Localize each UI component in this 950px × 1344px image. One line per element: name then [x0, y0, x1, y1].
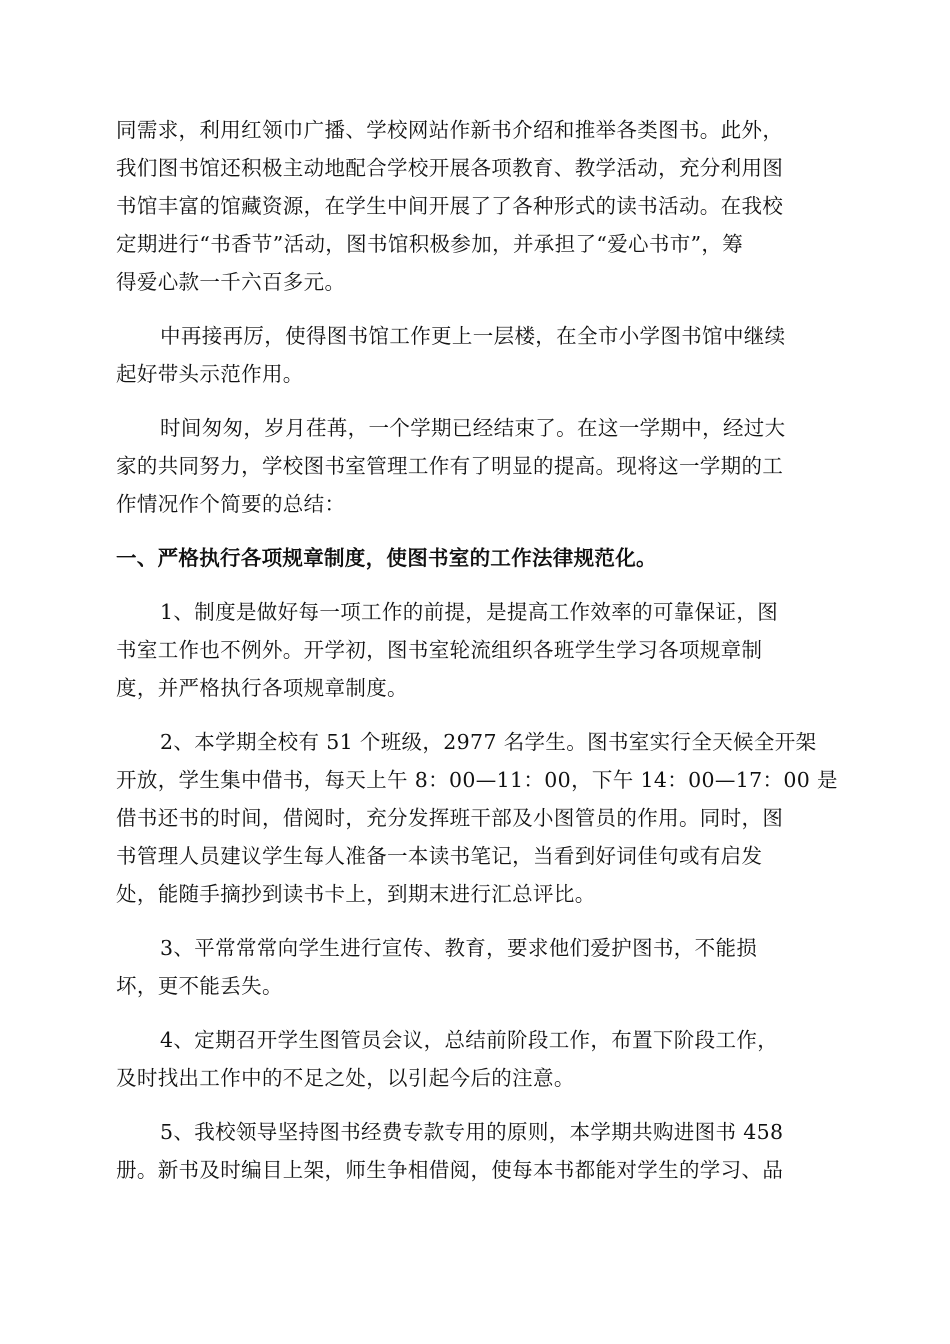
text-line: 2、本学期全校有 51 个班级，2977 名学生。图书室实行全天候全开架 [160, 730, 817, 754]
text-line: 我们图书馆还积极主动地配合学校开展各项教育、教学活动，充分利用图 [116, 156, 784, 180]
paragraph-item-4 [116, 1021, 836, 1097]
text-line: 家的共同努力，学校图书室管理工作有了明显的提高。现将这一学期的工 [116, 454, 784, 478]
paragraph-semester-intro [116, 409, 836, 523]
text-line: 开放，学生集中借书，每天上午 8：00—11：00，下午 14：00—17：00 是 [116, 768, 838, 792]
text-line: 书室工作也不例外。开学初，图书室轮流组织各班学生学习各项规章制 [116, 638, 763, 662]
section-heading-text: 一、严格执行各项规章制度，使图书室的工作法律规范化。 [116, 546, 657, 570]
text-line: 时间匆匆，岁月荏苒，一个学期已经结束了。在这一学期中，经过大 [160, 416, 786, 440]
text-line: 得爱心款一千六百多元。 [116, 270, 346, 294]
text-line: 同需求，利用红领巾广播、学校网站作新书介绍和推举各类图书。此外， [116, 118, 784, 142]
text-line: 书馆丰富的馆藏资源，在学生中间开展了了各种形式的读书活动。在我校 [116, 194, 784, 218]
paragraph-library-activities [116, 111, 836, 301]
paragraph-item-5 [116, 1113, 836, 1189]
text-line: 借书还书的时间，借阅时，充分发挥班干部及小图管员的作用。同时，图 [116, 806, 784, 830]
text-line: 4、定期召开学生图管员会议，总结前阶段工作，布置下阶段工作， [160, 1028, 779, 1052]
text-line: 坏，更不能丢失。 [116, 974, 283, 998]
text-line: 定期进行“书香节”活动，图书馆积极参加，并承担了“爱心书市”，筹 [116, 232, 744, 256]
paragraph-item-2 [116, 723, 836, 913]
text-line: 及时找出工作中的不足之处，以引起今后的注意。 [116, 1066, 575, 1090]
paragraph-continue-effort [116, 317, 836, 393]
text-line: 起好带头示范作用。 [116, 362, 304, 386]
paragraph-item-3 [116, 929, 836, 1005]
text-line: 处，能随手摘抄到读书卡上，到期末进行汇总评比。 [116, 882, 596, 906]
text-line: 中再接再厉，使得图书馆工作更上一层楼，在全市小学图书馆中继续 [160, 324, 786, 348]
text-line: 书管理人员建议学生每人准备一本读书笔记，当看到好词佳句或有启发 [116, 844, 763, 868]
text-line: 5、我校领导坚持图书经费专款专用的原则，本学期共购进图书 458 [160, 1120, 784, 1144]
text-line: 度，并严格执行各项规章制度。 [116, 676, 408, 700]
text-line: 册。新书及时编目上架，师生争相借阅，使每本书都能对学生的学习、品 [116, 1158, 784, 1182]
paragraph-item-1 [116, 593, 836, 707]
text-line: 作情况作个简要的总结： [116, 492, 346, 516]
section-heading [116, 539, 836, 577]
text-line: 3、平常常常向学生进行宣传、教育，要求他们爱护图书，不能损 [160, 936, 758, 960]
text-line: 1、制度是做好每一项工作的前提，是提高工作效率的可靠保证，图 [160, 600, 779, 624]
document-body [116, 111, 836, 1205]
